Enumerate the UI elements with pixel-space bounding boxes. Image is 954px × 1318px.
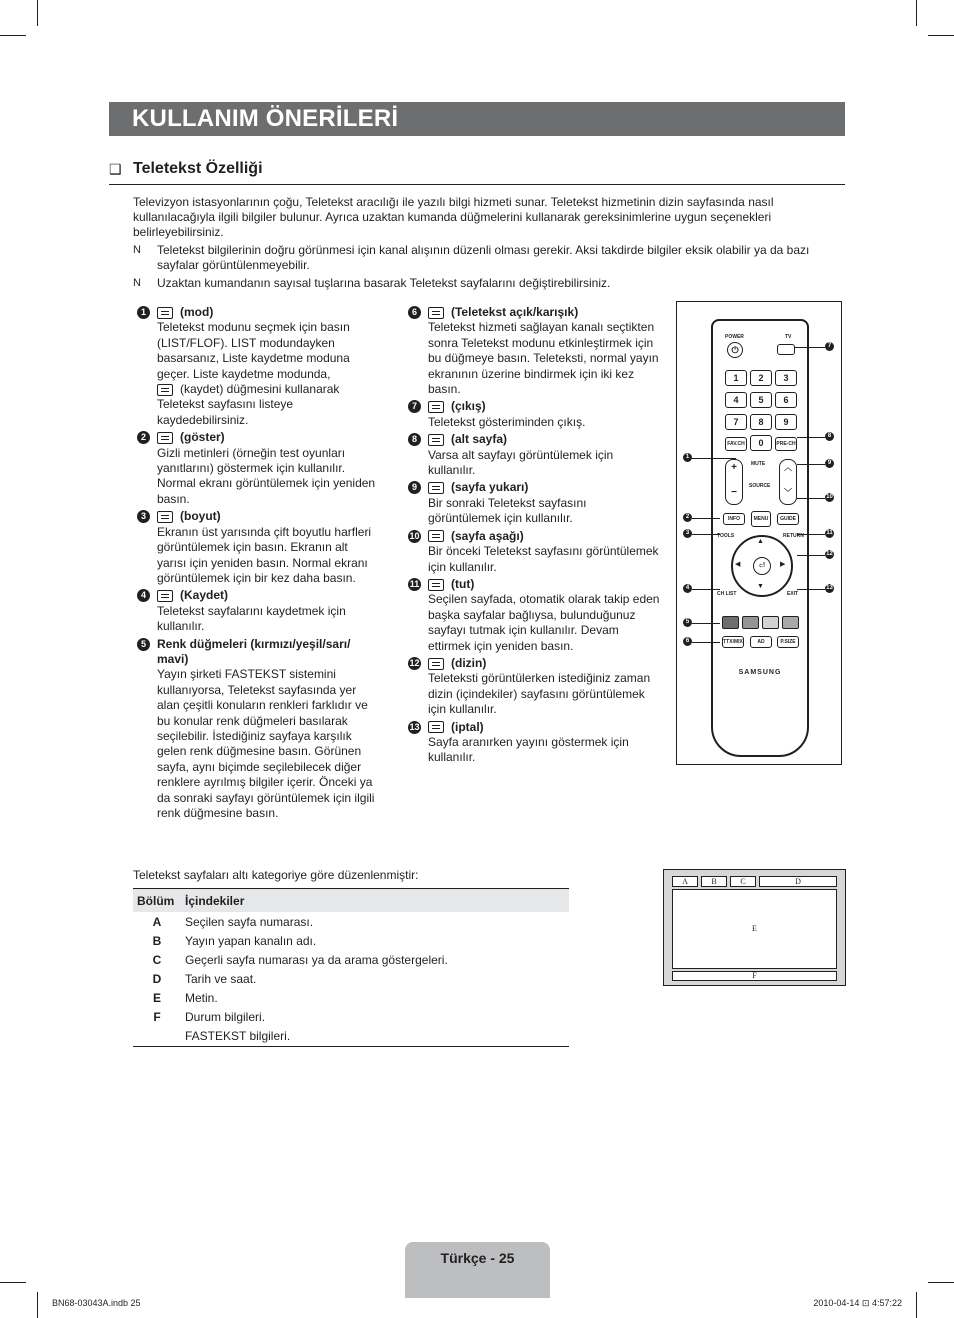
subpage-icon xyxy=(428,434,444,446)
item-index xyxy=(409,655,660,718)
table-cell-key: B xyxy=(152,934,162,948)
item-desc: Sayfa aranırken yayını göstermek için kullanılır. xyxy=(428,734,629,765)
item-title: (çıkış) xyxy=(451,399,486,414)
table-row xyxy=(133,1026,569,1047)
item-desc: Teletekst sayfalarını kaydetmek için kullanılır. xyxy=(157,603,346,634)
callout-line xyxy=(692,642,720,643)
crop-mark xyxy=(916,1292,917,1318)
item-title: (alt sayfa) xyxy=(451,432,508,447)
item-reveal xyxy=(140,430,379,507)
table-row xyxy=(133,912,569,931)
arrow-left-icon: ◀ xyxy=(735,561,741,568)
item-title: (boyut) xyxy=(180,509,221,524)
table-cell-value: Geçerli sayfa numarası ya da arama göstergeleri. xyxy=(185,953,448,967)
header-bar xyxy=(109,102,845,136)
callout-line xyxy=(797,589,825,590)
column-header: Bölüm xyxy=(133,889,181,913)
footer-timestamp: 2010-04-14 ⊡ 4:57:22 xyxy=(813,1298,902,1308)
item-cancel xyxy=(409,719,660,766)
mode-icon xyxy=(157,307,173,319)
remote-body xyxy=(711,319,809,757)
navigation-ring xyxy=(731,535,793,597)
teletext-on-icon xyxy=(428,307,444,319)
callout-line xyxy=(692,458,736,459)
footer-file: BN68-03043A.indb 25 xyxy=(52,1298,141,1308)
table-header-row xyxy=(133,889,569,913)
item-desc: Bir önceki Teletekst sayfasını görüntülemek için kullanılır. xyxy=(428,544,659,574)
item-color-buttons xyxy=(140,636,379,822)
callout-line xyxy=(692,589,720,590)
green-button xyxy=(742,616,759,629)
size-icon xyxy=(157,511,173,523)
p-size-button: P.SIZE xyxy=(777,636,799,648)
table-cell-value: Yayın yapan kanalın adı. xyxy=(185,934,317,948)
tv-label: TV xyxy=(785,334,792,340)
item-size xyxy=(140,509,379,586)
item-title: (sayfa aşağı) xyxy=(451,528,524,543)
callout-line xyxy=(797,555,825,556)
crop-mark xyxy=(928,1282,954,1283)
table-cell-key: D xyxy=(152,972,162,986)
exit-icon xyxy=(428,401,444,413)
digit-button: 7 xyxy=(725,414,747,430)
table-cell-key: E xyxy=(152,991,161,1005)
item-desc: Varsa alt sayfayı görüntülemek için kullanılır. xyxy=(428,447,614,478)
categories-table xyxy=(133,888,569,1047)
callout-marker: 8 xyxy=(825,432,834,441)
callout-marker: 1 xyxy=(683,453,692,462)
item-title: (sayfa yukarı) xyxy=(451,480,529,495)
note-icon: N xyxy=(133,244,141,256)
digit-button: 3 xyxy=(775,370,797,386)
store-icon xyxy=(157,384,173,396)
channel-up-icon: ︿ xyxy=(784,463,792,472)
column-header: İçindekiler xyxy=(181,889,569,913)
table-cell-value: Durum bilgileri. xyxy=(185,1010,266,1024)
chlist-label: CH LIST xyxy=(717,591,737,597)
callout-line xyxy=(797,498,825,499)
digit-button: 6 xyxy=(775,392,797,408)
item-number: 11 xyxy=(409,578,420,589)
crop-mark xyxy=(37,1292,38,1318)
callout-marker: 2 xyxy=(683,513,692,522)
item-number: 7 xyxy=(408,400,421,413)
item-subpage xyxy=(411,432,660,478)
item-teletext-mix xyxy=(411,305,660,397)
item-desc: Gizli metinleri (örneğin test oyunları yanıtlarını) göstermek için kullanılır. Normal ekranı görüntülemek için yeniden basın. xyxy=(157,445,376,506)
arrow-down-icon: ▼ xyxy=(757,583,764,590)
callout-line xyxy=(797,464,825,465)
callout-marker: 11 xyxy=(826,530,833,536)
item-number: 2 xyxy=(137,431,150,444)
power-label: POWER xyxy=(725,334,744,340)
ad-button: AD xyxy=(750,636,772,648)
item-number: 10 xyxy=(409,530,420,541)
note-text: Uzaktan kumandanın sayısal tuşlarına basarak Teletekst sayfalarını değiştirebilirsiniz. xyxy=(157,276,611,290)
source-label: SOURCE xyxy=(749,483,771,489)
item-mode xyxy=(140,305,379,428)
section-bullet-icon: ❑ xyxy=(109,161,122,177)
item-page-up xyxy=(411,480,660,526)
note-1 xyxy=(133,243,833,273)
item-title: (göster) xyxy=(180,430,225,445)
power-button xyxy=(727,342,743,358)
right-column xyxy=(409,305,660,768)
index-icon xyxy=(428,658,444,670)
item-number: 8 xyxy=(408,433,421,446)
item-title: Renk düğmeleri (kırmızı/yeşil/sarı/ mavi) xyxy=(157,636,351,666)
table-cell-key: A xyxy=(152,915,162,929)
intro-text: Televizyon istasyonlarının çoğu, Teletekst aracılığı ile yazılı bilgi hizmeti sunar. Teletekst hizmetinin dizin sayfasında nasıl kullanılacağıyla ilgili bilgiler bulunur. Ayrıca uzaktan kumanda düğmelerini kullanarak gereksinimlerine uygun seçenekleri belirleyebilirsiniz. xyxy=(133,195,774,239)
red-button xyxy=(722,616,739,629)
item-number: 3 xyxy=(137,510,150,523)
item-title: (tut) xyxy=(451,576,475,591)
crop-mark xyxy=(37,0,38,26)
item-number: 12 xyxy=(409,657,420,668)
tools-label: TOOLS xyxy=(717,533,735,539)
section-title: Teletekst Özelliği xyxy=(133,160,263,177)
page-down-icon xyxy=(428,530,444,542)
item-desc: Ekranın üst yarısında çift boyutlu harfleri görüntülemek için basın. Ekranın alt yarısı için yeniden basın. Normal ekranı görüntülemek için bir kez daha basın. xyxy=(157,524,372,585)
segment-d: D xyxy=(759,876,837,887)
item-number: 4 xyxy=(137,589,150,602)
item-desc: Teletekst gösteriminden çıkış. xyxy=(428,414,586,429)
item-desc: Teletekst hizmeti sağlayan kanalı seçtikten sonra Teletekst modunu etkinleştirmek için bu düğmeye basın. Teleteksti, normal yayın ekranının üzerine bindirmek için iki kez basın. xyxy=(428,320,659,397)
tv-button xyxy=(777,344,795,355)
teletext-screen-diagram xyxy=(663,869,846,986)
item-desc: Teletekst modunu seçmek için basın (LIST/FLOF). LIST modundayken basarsanız, Liste kaydetme moduna geçer. Liste kaydetme modunda, xyxy=(157,320,350,381)
callout-line xyxy=(795,347,825,348)
page-title: KULLANIM ÖNERİLERİ xyxy=(132,105,399,132)
item-number: 13 xyxy=(409,721,420,732)
page-number-tab xyxy=(405,1242,550,1298)
crop-mark xyxy=(0,1282,26,1283)
digit-button: 1 xyxy=(725,370,747,386)
mute-label: MUTE xyxy=(751,461,766,467)
arrow-right-icon: ▶ xyxy=(780,561,786,568)
table-cell-value: Seçilen sayfa numarası. xyxy=(185,915,314,929)
callout-line xyxy=(692,518,720,519)
volume-up-icon: + xyxy=(731,462,737,473)
item-number: 1 xyxy=(137,306,150,319)
callout-marker: 12 xyxy=(826,551,833,557)
table-cell-key: F xyxy=(153,1010,161,1024)
table-cell-value: Tarih ve saat. xyxy=(185,972,257,986)
item-desc: Seçilen sayfada, otomatik olarak takip eden başka sayfalar bağlıysa, bulunduğunuz sayfayı tutmak için kullanılır. Devam ettirmek için yeniden basın. xyxy=(428,592,660,653)
item-desc: Teleteksti görüntülerken istediğiniz zaman dizin (içindekiler) sayfasını görüntülemek için kullanılır. xyxy=(428,671,651,717)
table-row xyxy=(133,969,569,988)
callout-marker: 10 xyxy=(826,494,833,500)
item-number: 6 xyxy=(408,306,421,319)
store-icon xyxy=(157,590,173,602)
arrow-up-icon: ▲ xyxy=(757,538,764,545)
callout-line xyxy=(692,534,720,535)
item-title: (mod) xyxy=(180,305,214,319)
digit-button: 4 xyxy=(725,392,747,408)
remote-illustration xyxy=(676,301,842,765)
cancel-icon xyxy=(428,721,444,733)
volume-down-icon: − xyxy=(731,487,737,498)
pre-ch-button: PRE-CH xyxy=(775,437,797,451)
categories-intro: Teletekst sayfaları altı kategoriye göre düzenlenmiştir: xyxy=(133,868,419,882)
menu-button: MENU xyxy=(751,511,771,527)
channel-rocker xyxy=(779,459,797,505)
digit-button: 0 xyxy=(750,435,772,451)
ttx-mix-button: TTX/MIX xyxy=(722,636,744,648)
table-cell-key xyxy=(133,1026,181,1047)
info-button: INFO xyxy=(723,513,745,525)
table-cell-value: FASTEKST bilgileri. xyxy=(181,1026,569,1047)
segment-a: A xyxy=(672,876,698,887)
digit-button: 8 xyxy=(750,414,772,430)
segment-f: F xyxy=(672,971,837,981)
callout-line xyxy=(692,623,720,624)
left-column xyxy=(140,305,379,823)
item-title: (Kaydet) xyxy=(180,588,229,603)
callout-marker: 6 xyxy=(683,637,692,646)
callout-marker: 7 xyxy=(825,342,834,351)
intro-paragraph xyxy=(133,195,833,240)
callout-line xyxy=(797,534,825,535)
fav-ch-button: FAV.CH xyxy=(725,437,747,451)
callout-marker: 3 xyxy=(683,529,692,538)
crop-mark xyxy=(916,0,917,26)
item-title: (Teletekst açık/karışık) xyxy=(451,305,579,319)
brand-logo: SAMSUNG xyxy=(738,669,782,676)
table-row xyxy=(133,988,569,1007)
table-cell-key: C xyxy=(152,953,162,967)
callout-marker: 13 xyxy=(826,585,833,591)
callout-line xyxy=(797,437,825,438)
item-page-down xyxy=(409,528,660,575)
callout-marker: 4 xyxy=(683,584,692,593)
channel-down-icon: ﹀ xyxy=(784,488,792,497)
item-title: (dizin) xyxy=(451,655,487,670)
segment-e: E xyxy=(672,889,837,969)
item-number: 9 xyxy=(408,481,421,494)
item-desc-extra: (kaydet) düğmesini kullanarak Teletekst sayfasını listeye kaydedebilirsiniz. xyxy=(157,382,340,427)
item-desc: Yayın şirketi FASTEKST sistemini kullanıyorsa, Teletekst sayfasında yer alan çeşitli konuların renkleri farklıdır ve bu konular renk düğmeleri basılarak seçilebilir. İstediğiniz sayfaya karşılık gelen renk düğmesine basın. Görünen sayfa, aynı biçimde seçilebilecek diğer renklere ayrılmış bilgiler içerir. Önceki ya da sonraki sayfayı görüntülemek için ilgili renk düğmesine basın. xyxy=(157,667,375,820)
hold-icon xyxy=(428,579,444,591)
digit-button: 2 xyxy=(750,370,772,386)
page-up-icon xyxy=(428,482,444,494)
crop-mark xyxy=(928,35,954,36)
item-hold xyxy=(409,576,660,654)
table-row xyxy=(133,950,569,969)
item-exit xyxy=(411,399,660,430)
section-heading xyxy=(109,160,845,185)
item-desc: Bir sonraki Teletekst sayfasını görüntülemek için kullanılır. xyxy=(428,495,587,526)
blue-button xyxy=(782,616,799,629)
crop-mark xyxy=(0,35,26,36)
guide-button: GUIDE xyxy=(777,513,799,525)
segment-c: C xyxy=(730,876,756,887)
volume-rocker xyxy=(725,459,743,505)
reveal-icon xyxy=(157,432,173,444)
page-number: Türkçe - 25 xyxy=(440,1250,515,1266)
note-2 xyxy=(133,276,833,291)
digit-button: 9 xyxy=(775,414,797,430)
yellow-button xyxy=(762,616,779,629)
item-title: (iptal) xyxy=(451,719,484,734)
power-icon: ⏻ xyxy=(731,345,739,355)
table-cell-value: Metin. xyxy=(185,991,218,1005)
return-label: RETURN xyxy=(783,533,804,539)
digit-button: 5 xyxy=(750,392,772,408)
note-icon: N xyxy=(133,277,141,289)
enter-icon: ⏎ xyxy=(753,557,771,575)
note-text: Teletekst bilgilerinin doğru görünmesi için kanal alışının düzenli olması gerekir. Aksi takdirde bilgiler eksik olabilir ya da bazı sayfalar görüntülenmeyebilir. xyxy=(157,243,810,272)
callout-marker: 9 xyxy=(825,459,834,468)
item-number: 5 xyxy=(137,638,150,651)
exit-label: EXIT xyxy=(787,591,799,597)
item-store xyxy=(140,588,379,634)
segment-b: B xyxy=(701,876,727,887)
callout-marker: 5 xyxy=(683,618,692,627)
table-row xyxy=(133,1007,569,1026)
table-row xyxy=(133,931,569,950)
